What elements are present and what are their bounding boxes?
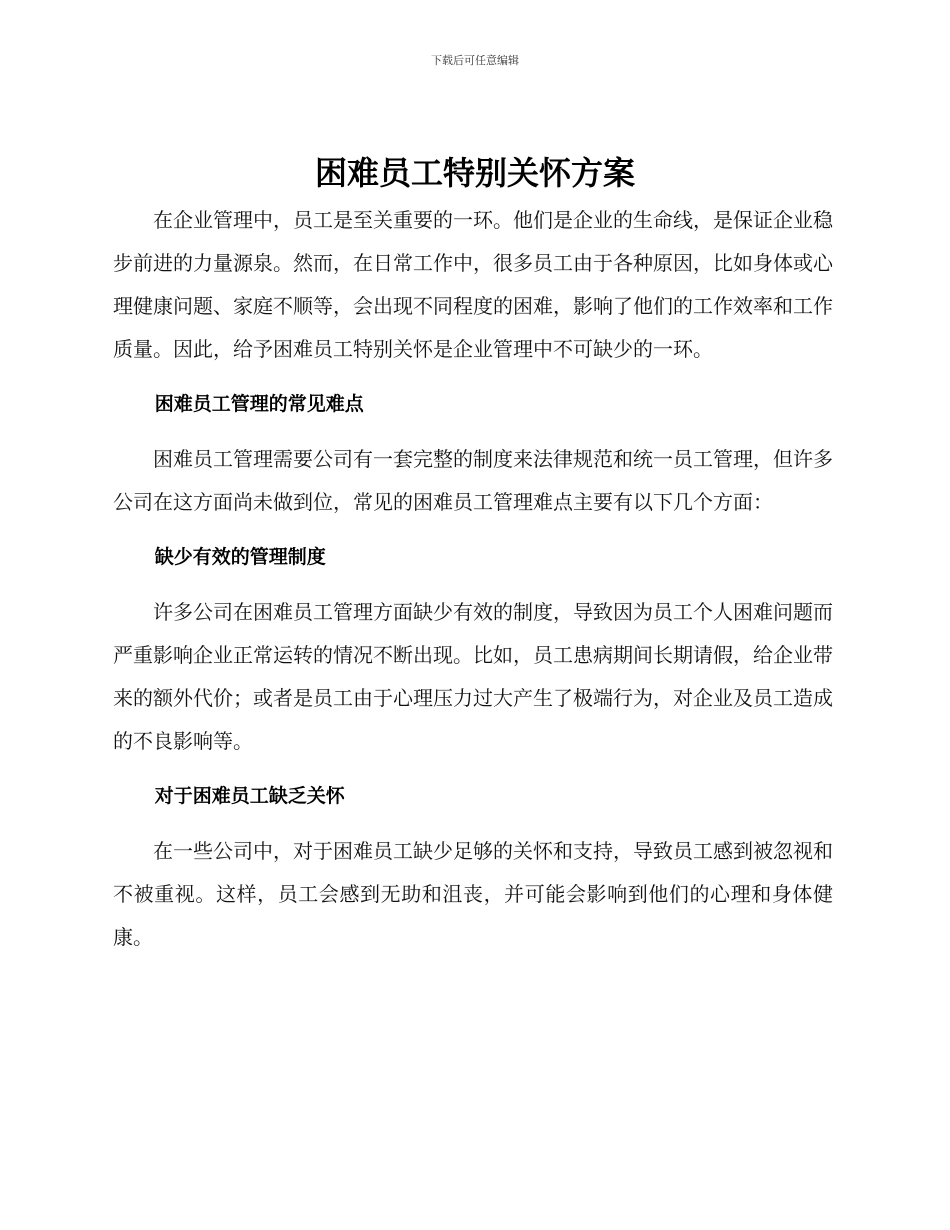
lack-of-care-paragraph: 在一些公司中，对于困难员工缺少足够的关怀和支持，导致员工感到被忽视和不被重视。这样，员工会感到无助和沮丧，并可能会影响到他们的心理和身体健康。 [113,839,833,949]
section-heading-lack-of-care: 对于困难员工缺乏关怀 [154,785,345,807]
difficulties-paragraph: 困难员工管理需要公司有一套完整的制度来法律规范和统一员工管理，但许多公司在这方面尚未做到位，常见的困难员工管理难点主要有以下几个方面： [113,447,833,514]
page-header: 下载后可任意编辑 [431,54,519,67]
document-title: 困难员工特别关怀方案 [314,154,635,192]
intro-paragraph: 在企业管理中，员工是至关重要的一环。他们是企业的生命线，是保证企业稳步前进的力量源泉。然而，在日常工作中，很多员工由于各种原因，比如身体或心理健康问题、家庭不顺等，会出现不同程度的困难，影响了他们的工作效率和工作质量。因此，给予困难员工特别关怀是企业管理中不可缺少的一环。 [113,208,833,361]
section-heading-common-difficulties: 困难员工管理的常见难点 [154,393,364,415]
document-body [113,199,833,959]
section-heading-lack-of-system: 缺少有效的管理制度 [154,546,326,568]
lack-of-system-paragraph: 许多公司在困难员工管理方面缺少有效的制度，导致因为员工个人困难问题而严重影响企业正常运转的情况不断出现。比如，员工患病期间长期请假，给企业带来的额外代价；或者是员工由于心理压力过大产生了极端行为，对企业及员工造成的不良影响等。 [113,600,833,753]
